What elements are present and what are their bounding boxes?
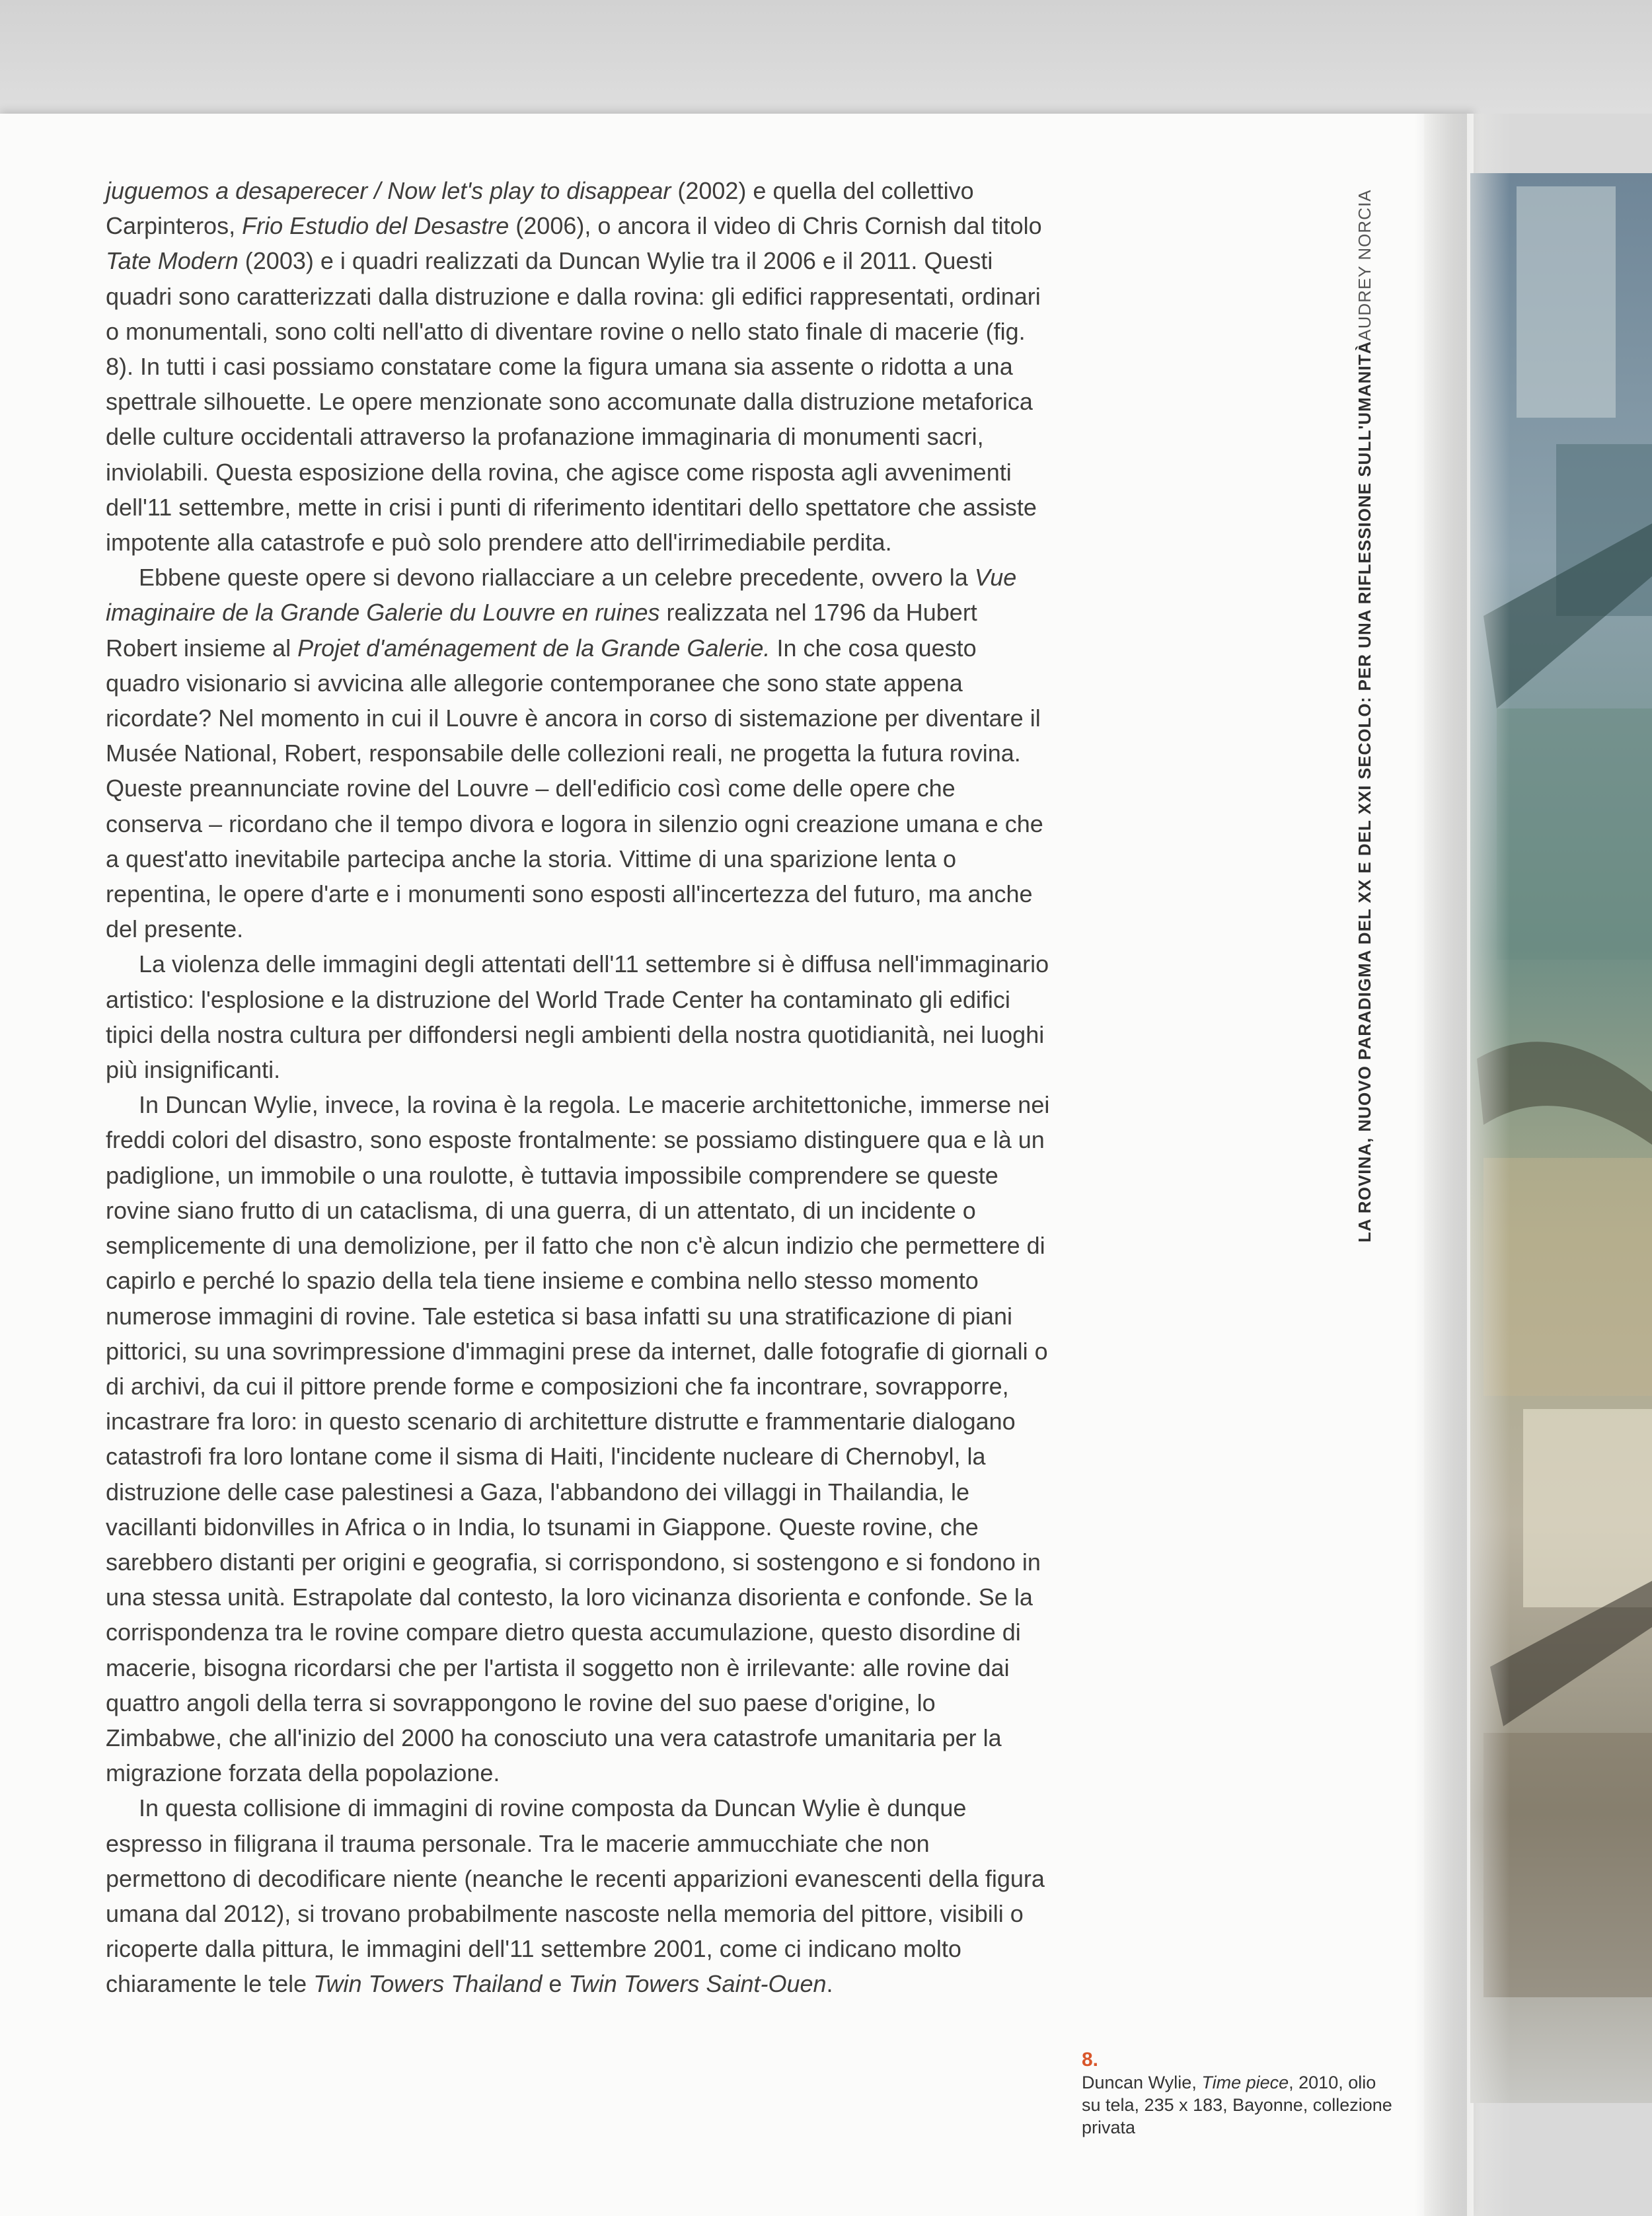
caption-title: Time piece [1201, 2073, 1289, 2092]
work-title: Projet d'aménagement de la Grande Galerie. [297, 634, 770, 662]
article-body [106, 173, 1051, 2002]
paragraph-4: In Duncan Wylie, invece, la rovina è la regola. Le macerie architettoniche, immerse nei freddi colori del disastro, sono esposte frontalmente: se possiamo distinguere qua e là un padiglione, un immobile o una roulotte, è tuttavia impossibile comprendere se queste rovine siano frutto di un cataclisma, di una guerra, di un attentato, di un incidente o semplicemente di una demolizione, per il fatto che non c'è alcun indizio che permettere di capirlo e perché lo spazio della tela tiene insieme e combina nello stesso momento numerose immagini di rovine. Tale estetica si basa infatti su una stratificazione di piani pittorici, su una sovrimpressione d'immagini prese da internet, dalle fotografie di giornali o di archivi, da cui il pittore prende forme e composizioni che fa incontrare, sovrapporre, incastrare fra loro: in questo scenario di architetture distrutte e frammentarie dialogano catastrofi fra loro lontane come il sisma di Haiti, l'incidente nucleare di Chernobyl, la distruzione delle case palestinesi a Gaza, l'abbandono dei villaggi in Thailandia, le vacillanti bidonvilles in Africa o in India, lo tsunami in Giappone. Queste rovine, che sarebbero distanti per origini e geografia, si corrispondono, si sostengono e si fondono in una stessa unità. Estrapolate dal contesto, la loro vicinanza disorienta e confonde. Se la corrispondenza tra le rovine compare dietro questa accumulazione, questo disordine di macerie, bisogna ricordarsi che per l'artista il soggetto non è irrilevante: alle rovine dai quattro angoli della terra si sovrappongono le rovine del suo paese d'origine, lo Zimbabwe, che all'inizio del 2000 ha conosciuto una vera catastrofe umanitaria per la migrazione forzata della popolazione. [106, 1091, 1050, 1787]
figure-number: 8. [1082, 2049, 1099, 2071]
paragraph-1: juguemos a desaperecer / Now let's play to disappear (2002) e quella del collettivo Carpinteros, Frio Estudio del Desastre (2006), o ancora il video di Chris Cornish dal titolo Tate Modern (2003) e i quadri realizzati da Duncan Wylie tra il 2006 e il 2011. Questi quadri sono caratterizzati dalla distruzione e dalla rovina: gli edifici rappresentati, ordinari o monumentali, sono colti nell'atto di diventare rovine o nello stato finale di macerie (fig. 8). In tutti i casi possiamo constatare come la figura umana sia assente o ridotta a una spettrale silhouette. Le opere menzionate sono accomunate dalla distruzione metaforica delle culture occidentali attraverso la profanazione immaginaria di monumenti sacri, inviolabili. Questa esposizione della rovina, che agisce come risposta agli avvenimenti dell'11 settembre, mette in crisi i punti di riferimento identitari dello spettatore che assiste impotente alla catastrofe e può solo prendere atto dell'irrimediabile perdita. [106, 177, 1042, 556]
paragraph-5: In questa collisione di immagini di rovine composta da Duncan Wylie è dunque espresso in filigrana il trauma personale. Tra le macerie ammucchiate che non permettono di decodificare niente (neanche le recenti apparizioni evanescenti della figura umana dal 2012), si trovano probabilmente nascoste nella memoria del pittore, visibili o ricoperte dalla pittura, le immagini dell'11 settembre 2001, come ci indicano molto chiaramente le tele Twin Towers Thailand e Twin Towers Saint-Ouen. [106, 1794, 1045, 1998]
work-title: Tate Modern [106, 247, 239, 275]
work-title: Frio Estudio del Desastre [242, 212, 509, 240]
running-head [1348, 172, 1381, 1242]
scan-background [0, 0, 1652, 114]
work-title: Twin Towers Saint-Ouen [568, 1970, 827, 1998]
work-title: Vue imaginaire de la Grande Galerie du Louvre en ruines [106, 564, 1017, 627]
running-head-author: AUDREY NORCIA [1355, 189, 1374, 341]
caption-artist: Duncan Wylie, [1082, 2073, 1202, 2092]
work-title: Twin Towers Thailand [313, 1970, 543, 1998]
figure-caption [1082, 2049, 1392, 2139]
paragraph-2: Ebbene queste opere si devono riallacciare a un celebre precedente, ovvero la Vue imaginaire de la Grande Galerie du Louvre en ruines realizzata nel 1796 da Hubert Robert insieme al Projet d'aménagement de la Grande Galerie. In che cosa questo quadro visionario si avvicina alle allegorie contemporanee che sono state appena ricordate? Nel momento in cui il Louvre è ancora in corso di sistemazione per diventare il Musée National, Robert, responsabile delle collezioni reali, ne progetta la futura rovina. Queste preannunciate rovine del Louvre – dell'edificio così come delle opere che conserva – ricordano che il tempo divora e logora in silenzio ogni creazione umana e che a quest'atto inevitabile partecipa anche la storia. Vittime di una sparizione lenta o repentina, le opere d'arte e i monumenti sono esposti all'incertezza del futuro, ma anche del presente. [106, 564, 1043, 943]
running-head-title: LA ROVINA, NUOVO PARADIGMA DEL XX E DEL XXI SECOLO: PER UNA RIFLESSIONE SULL'UMANITÀ [1355, 340, 1374, 1242]
page-gutter-shadow [1414, 114, 1467, 2216]
work-title: juguemos a desaperecer / Now let's play to disappear [106, 177, 671, 204]
caption-details: , 2010, olio su tela, 235 x 183, Bayonne, collezione privata [1082, 2073, 1392, 2137]
paragraph-3: La violenza delle immagini degli attentati dell'11 settembre si è diffusa nell'immaginario artistico: l'esplosione e la distruzione del World Trade Center ha contaminato gli edifici tipici della nostra cultura per diffondersi negli ambienti della nostra quotidianità, nei luoghi più insignificanti. [106, 950, 1049, 1084]
